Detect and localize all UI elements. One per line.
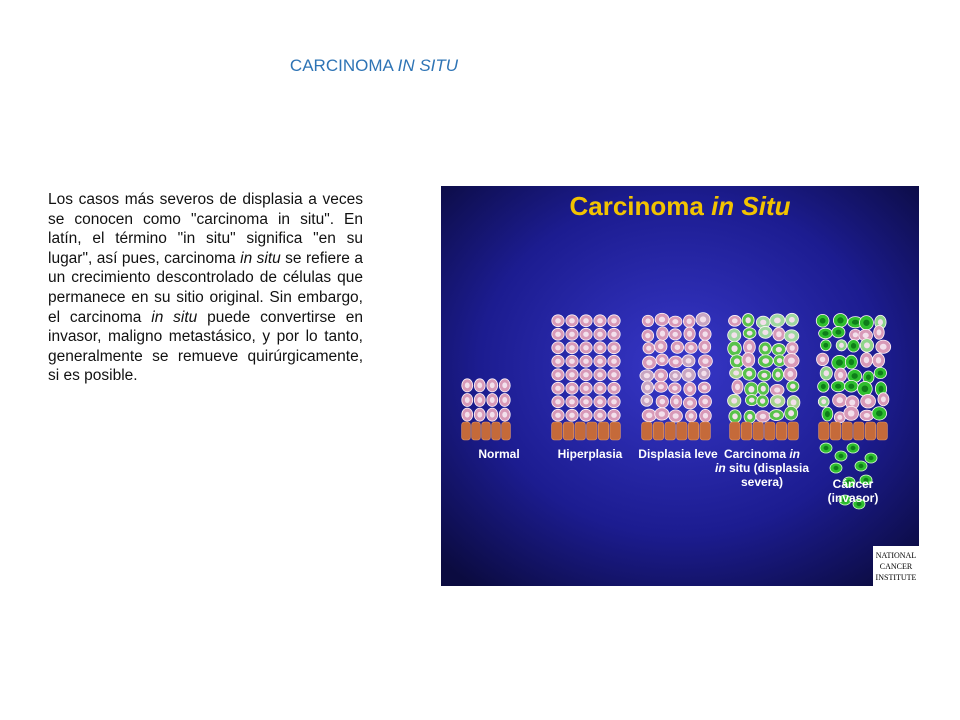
slide-title-italic: IN SITU (397, 56, 459, 75)
basal-cell (462, 422, 471, 440)
cell-nucleus (835, 330, 841, 335)
cell-nucleus (502, 382, 507, 388)
basal-cell (765, 422, 775, 440)
cell-nucleus (825, 411, 830, 417)
cell-nucleus (748, 386, 754, 393)
cell-nucleus (502, 412, 507, 418)
cell-nucleus (788, 333, 795, 339)
cell-nucleus (569, 386, 575, 391)
basal-cell (854, 422, 864, 440)
cell-nucleus (555, 332, 561, 337)
cell-nucleus (555, 372, 561, 377)
cell-nucleus (864, 357, 869, 364)
cell-nucleus (597, 386, 603, 391)
basal-cell (482, 422, 491, 440)
cell-nucleus (477, 397, 482, 403)
cell-nucleus (555, 359, 561, 364)
cell-nucleus (490, 412, 495, 418)
logo-text-line: INSTITUTE (875, 573, 917, 582)
cell-nucleus (673, 373, 678, 378)
basal-cell (842, 422, 852, 440)
cell-nucleus (555, 345, 561, 350)
cell-nucleus (659, 411, 665, 417)
basal-cell (552, 422, 562, 440)
cell-nucleus (687, 318, 692, 324)
stage-label-5: Cáncer (invasor) (827, 477, 879, 505)
cell-nucleus (673, 413, 679, 418)
basal-cell (665, 422, 675, 440)
cell-nucleus (747, 344, 752, 351)
cell-nucleus (611, 345, 617, 350)
cell-nucleus (685, 372, 691, 378)
cell-nucleus (821, 384, 826, 389)
italic-term: in situ (151, 308, 198, 326)
cell-nucleus (583, 332, 589, 337)
cell-nucleus (646, 346, 651, 351)
cell-nucleus (791, 399, 797, 405)
basal-cell (587, 422, 597, 440)
cell-nucleus (824, 370, 830, 376)
cell-nucleus (702, 385, 708, 390)
cell-nucleus (675, 344, 681, 349)
basal-cell (677, 422, 687, 440)
cell-nucleus (822, 331, 828, 336)
cell-nucleus (611, 386, 617, 391)
basal-cell (502, 422, 511, 440)
cell-nucleus (597, 413, 603, 418)
cell-nucleus (837, 317, 843, 323)
cell-nucleus (869, 456, 874, 460)
cell-nucleus (569, 345, 575, 350)
cell-nucleus (583, 372, 589, 377)
cell-nucleus (702, 331, 707, 337)
logo-text-line: CANCER (879, 562, 913, 571)
cell-nucleus (790, 345, 795, 351)
cell-nucleus (732, 318, 738, 323)
cell-nucleus (687, 331, 692, 337)
logo-text-line: NATIONAL (875, 551, 917, 560)
cell-nucleus (569, 359, 575, 364)
cell-nucleus (645, 385, 650, 391)
cell-nucleus (583, 386, 589, 391)
cell-nucleus (672, 386, 678, 391)
basal-cell (741, 422, 751, 440)
cell-nucleus (597, 359, 603, 364)
cell-nucleus (660, 331, 665, 337)
cell-nucleus (688, 345, 694, 350)
cell-nucleus (465, 397, 470, 403)
cell-nucleus (747, 414, 752, 420)
basal-cell (877, 422, 887, 440)
cell-nucleus (733, 370, 739, 375)
cell-nucleus (761, 386, 766, 392)
cell-nucleus (687, 386, 692, 392)
cell-nucleus (731, 345, 737, 352)
cell-nucleus (773, 413, 780, 418)
cell-nucleus (583, 399, 589, 404)
slide-title (0, 56, 748, 76)
cell-nucleus (821, 399, 826, 404)
cell-nucleus (836, 359, 843, 365)
cell-nucleus (555, 413, 561, 418)
cell-nucleus (611, 318, 617, 323)
cell-nucleus (820, 357, 825, 363)
cell-nucleus (774, 398, 781, 404)
basal-cell (753, 422, 763, 440)
cell-nucleus (820, 318, 826, 324)
basal-cell (598, 422, 608, 440)
cell-nucleus (702, 358, 708, 364)
cell-nucleus (611, 372, 617, 377)
cell-nucleus (658, 384, 664, 389)
cell-nucleus (839, 454, 844, 458)
cell-nucleus (760, 414, 766, 419)
basal-cell (788, 422, 798, 440)
basal-cell (819, 422, 829, 440)
cell-nucleus (689, 413, 694, 418)
cell-nucleus (775, 372, 780, 378)
stage-label-4: Carcinoma in in situ (displasia severa) (714, 447, 810, 489)
cell-nucleus (731, 332, 737, 338)
cell-nucleus (731, 398, 737, 404)
cell-nucleus (672, 332, 677, 337)
cell-nucleus (597, 332, 603, 337)
cell-nucleus (839, 343, 844, 348)
cell-nucleus (863, 320, 869, 326)
cell-nucleus (762, 330, 768, 335)
cell-nucleus (851, 343, 856, 349)
paragraph-text: se refiere a un crecimiento descontrolado de células que permanece en su sitio original. Sin embargo, el carcinoma (48, 249, 363, 326)
cell-nucleus (555, 399, 561, 404)
cell-nucleus (878, 319, 883, 325)
cell-nucleus (746, 371, 752, 377)
cell-nucleus (837, 415, 842, 420)
nci-logo (873, 546, 919, 586)
cell-nucleus (701, 371, 706, 376)
cell-nucleus (866, 374, 871, 380)
cell-nucleus (877, 329, 882, 335)
cell-nucleus (646, 413, 652, 419)
cell-nucleus (477, 412, 482, 418)
cell-nucleus (702, 344, 707, 350)
cell-nucleus (849, 399, 855, 405)
cell-nucleus (848, 410, 855, 416)
cell-nucleus (611, 399, 617, 404)
cell-nucleus (863, 333, 869, 338)
cell-nucleus (859, 464, 864, 468)
cell-nucleus (837, 397, 844, 403)
cell-nucleus (477, 382, 482, 388)
cell-nucleus (597, 399, 603, 404)
cell-nucleus (878, 386, 883, 393)
basal-cell (610, 422, 620, 440)
cell-nucleus (824, 446, 829, 450)
stage-label-1: Normal (478, 447, 520, 461)
basal-cell (642, 422, 652, 440)
cell-nucleus (838, 372, 843, 378)
cell-nucleus (569, 399, 575, 404)
cell-nucleus (569, 372, 575, 377)
cell-nucleus (776, 331, 781, 337)
cell-nucleus (597, 345, 603, 350)
cell-nucleus (583, 318, 589, 323)
cell-nucleus (774, 317, 781, 323)
cell-nucleus (880, 344, 887, 350)
cell-nucleus (734, 358, 740, 364)
cell-nucleus (762, 358, 769, 364)
cell-nucleus (823, 343, 828, 348)
basal-cell (563, 422, 573, 440)
cell-nucleus (490, 382, 495, 388)
cell-nucleus (465, 412, 470, 418)
carcinoma-in-situ-figure (441, 186, 919, 586)
cell-nucleus (878, 370, 884, 375)
cell-nucleus (673, 359, 679, 364)
figure-title: Carcinoma in Situ (569, 191, 791, 221)
cell-nucleus (835, 384, 841, 389)
basal-cell (492, 422, 501, 440)
cell-nucleus (569, 318, 575, 323)
cell-nucleus (645, 318, 650, 323)
cell-nucleus (702, 399, 708, 405)
cell-nucleus (597, 318, 603, 323)
cell-nucleus (853, 332, 858, 337)
cell-nucleus (583, 359, 589, 364)
cell-nucleus (502, 397, 507, 403)
cell-nucleus (611, 332, 617, 337)
cell-nucleus (834, 466, 839, 470)
cell-nucleus (749, 398, 755, 403)
cell-nucleus (777, 358, 783, 363)
cell-nucleus (788, 357, 795, 363)
cell-nucleus (732, 413, 738, 419)
basal-cell (575, 422, 585, 440)
cell-nucleus (789, 317, 795, 323)
stage-label-2: Hiperplasia (557, 447, 623, 461)
cell-nucleus (862, 385, 869, 392)
basal-cell (688, 422, 698, 440)
cell-nucleus (645, 333, 650, 338)
cell-nucleus (658, 373, 664, 379)
cell-nucleus (703, 413, 708, 419)
cell-nucleus (787, 371, 793, 377)
slide-title-main: CARCINOMA (289, 56, 398, 75)
cell-nucleus (672, 319, 678, 324)
cell-nucleus (659, 317, 665, 323)
cell-nucleus (644, 398, 649, 403)
cell-nucleus (864, 413, 870, 418)
cell-nucleus (583, 413, 589, 418)
cell-nucleus (876, 410, 883, 416)
cell-nucleus (774, 388, 780, 393)
cell-nucleus (761, 373, 767, 378)
cell-nucleus (611, 359, 617, 364)
cell-nucleus (490, 397, 495, 403)
cell-nucleus (788, 410, 794, 416)
cell-nucleus (583, 345, 589, 350)
cell-nucleus (745, 317, 750, 323)
cell-nucleus (700, 316, 706, 322)
cell-nucleus (659, 357, 664, 362)
cell-nucleus (555, 386, 561, 391)
basal-cell (700, 422, 710, 440)
cell-nucleus (465, 382, 470, 388)
paragraph-text: puede convertirse en invasor, maligno metastásico, y por lo tanto, generalmente se remueve quirúrgicamente, si es posible. (48, 308, 363, 385)
paragraph-text: Los casos más severos de displasia a veces se conocen como "carcinoma in situ". En latín, el término "in situ" significa "en su lugar", así pues, carcinoma (48, 191, 363, 267)
cell-nucleus (687, 400, 693, 405)
cell-nucleus (848, 384, 854, 389)
cell-nucleus (569, 332, 575, 337)
cell-nucleus (555, 318, 561, 323)
basal-cell (653, 422, 663, 440)
cell-nucleus (735, 384, 740, 390)
basal-cell (830, 422, 840, 440)
basal-cell (472, 422, 481, 440)
cell-nucleus (745, 357, 751, 364)
cell-nucleus (747, 331, 753, 336)
cell-nucleus (852, 320, 859, 325)
cell-nucleus (849, 359, 854, 365)
cell-nucleus (673, 399, 678, 405)
cell-nucleus (686, 358, 692, 363)
basal-cell (776, 422, 786, 440)
stage-label-3: Displasia leve (638, 447, 718, 461)
basal-cell (730, 422, 740, 440)
cell-nucleus (790, 384, 796, 389)
cell-nucleus (660, 399, 666, 405)
cell-nucleus (876, 357, 881, 363)
cell-nucleus (611, 413, 617, 418)
cell-nucleus (881, 396, 886, 402)
cell-nucleus (851, 446, 856, 450)
basal-cell (865, 422, 875, 440)
italic-term: in situ (240, 249, 281, 267)
cell-nucleus (865, 398, 872, 404)
cell-nucleus (658, 344, 664, 350)
body-paragraph (48, 190, 363, 386)
tissue-column-3 (640, 313, 712, 440)
cell-nucleus (776, 347, 782, 352)
cell-nucleus (597, 372, 603, 377)
cell-nucleus (760, 320, 766, 326)
cell-nucleus (646, 360, 652, 366)
cell-nucleus (569, 413, 575, 418)
cell-nucleus (762, 346, 768, 352)
cell-nucleus (644, 373, 650, 378)
cell-nucleus (760, 398, 765, 403)
cell-nucleus (864, 342, 870, 348)
cell-nucleus (852, 373, 858, 379)
